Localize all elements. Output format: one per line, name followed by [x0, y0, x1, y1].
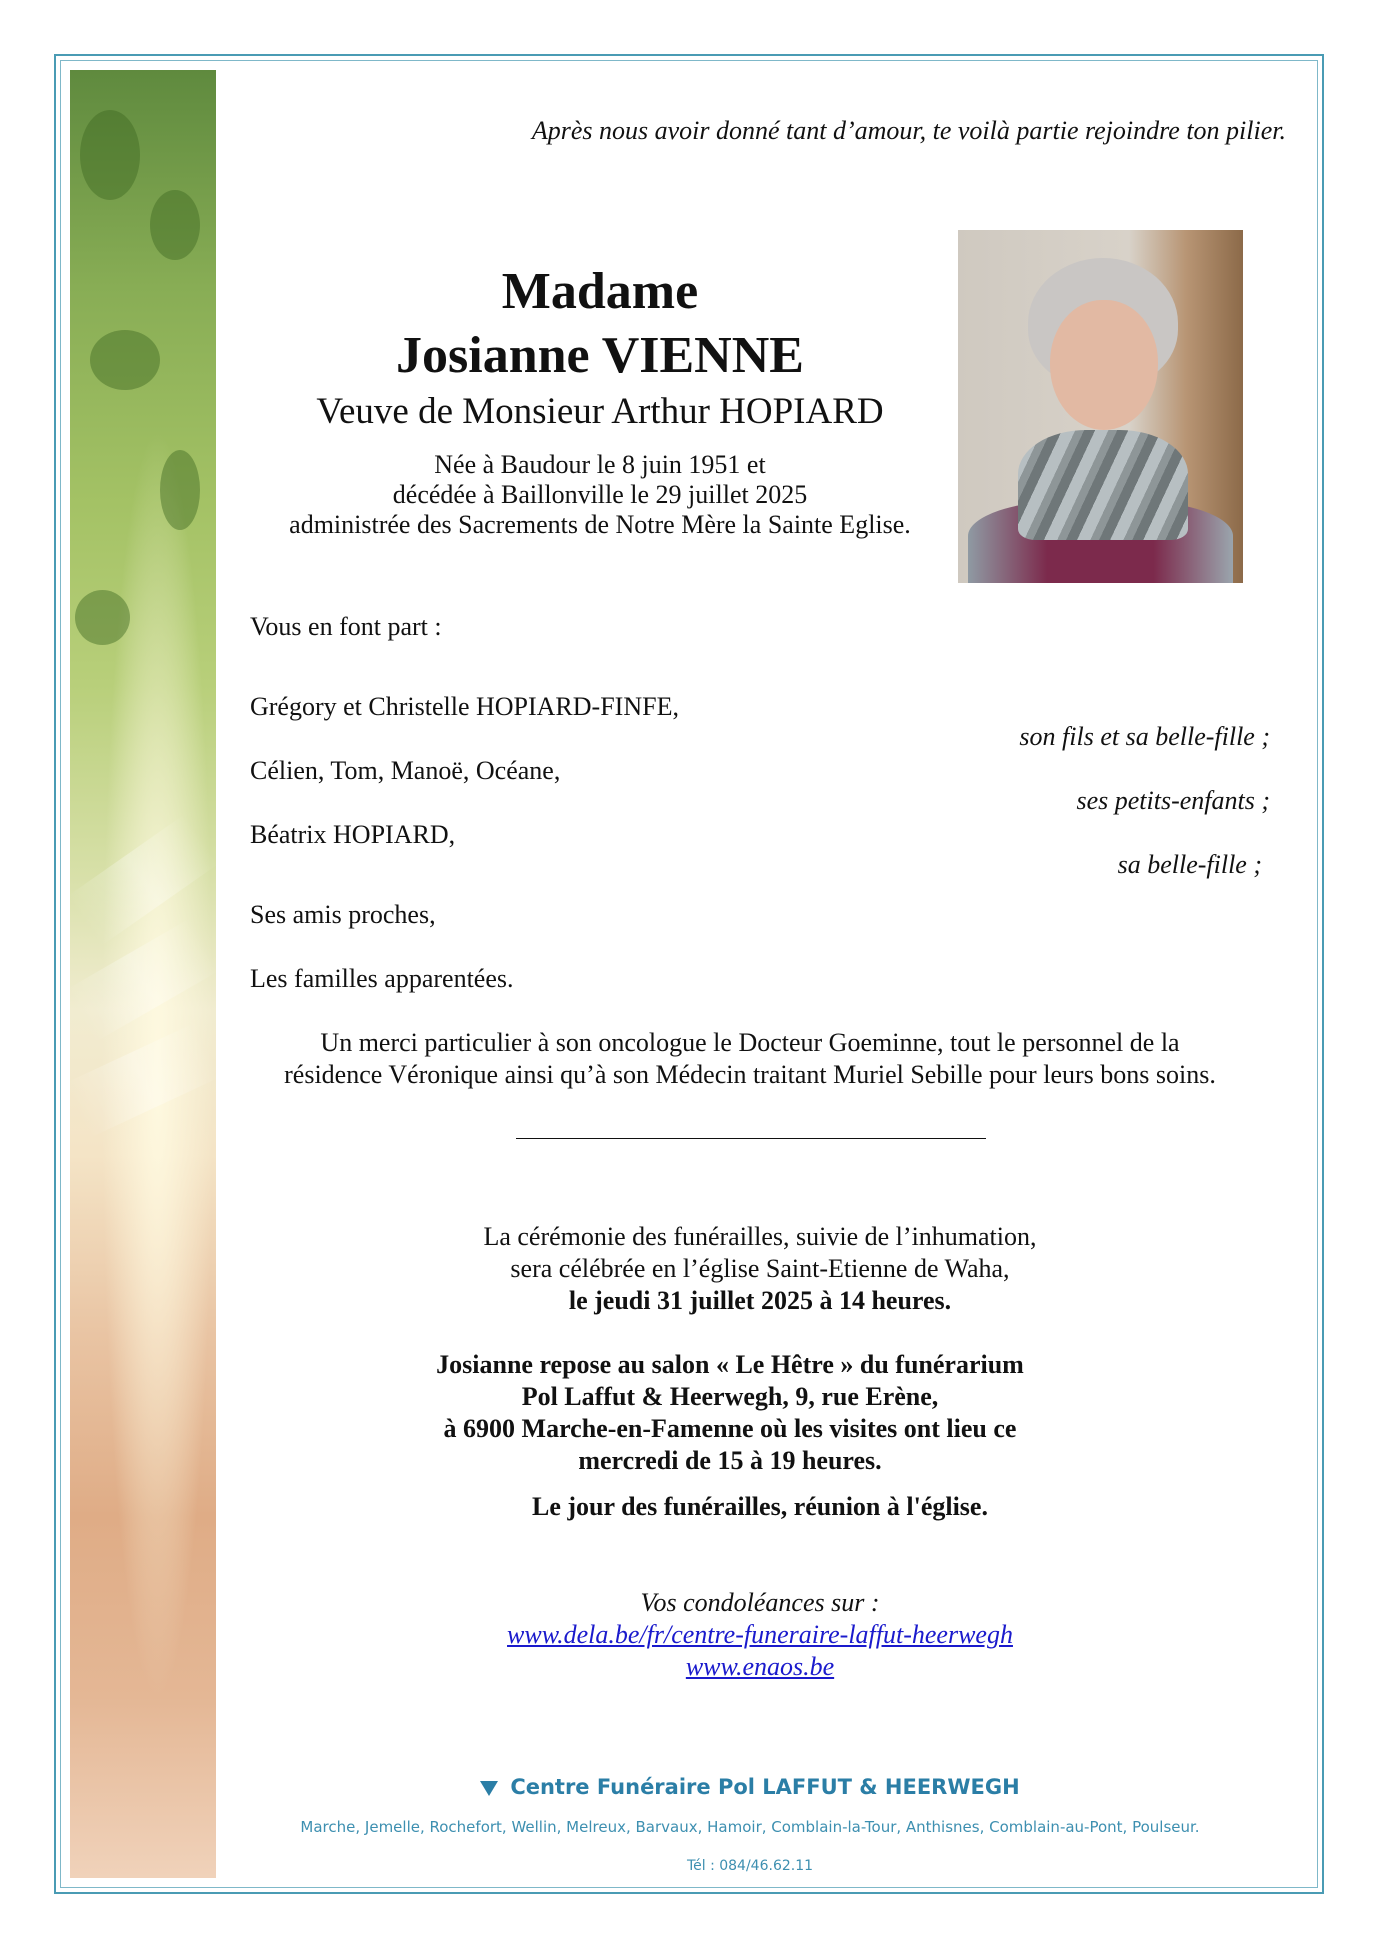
visitation-line-3: à 6900 Marche-en-Famenne où les visites ont lieu ce: [443, 1414, 1017, 1443]
condolences-link-dela[interactable]: [380, 1620, 1140, 1650]
visitation-line-4: mercredi de 15 à 19 heures.: [578, 1446, 882, 1475]
portrait-photo: [958, 230, 1243, 583]
ceremony-line-2: sera célébrée en l’église Saint-Etienne de Waha,: [510, 1254, 1010, 1283]
forest-path-image: [70, 70, 216, 1878]
widow-line: Veuve de Monsieur Arthur HOPIARD: [316, 391, 884, 432]
family-names-3: Béatrix HOPIARD,: [250, 820, 456, 849]
family-names-1: Grégory et Christelle HOPIARD-FINFE,: [250, 692, 679, 721]
epigraph: Après nous avoir donné tant d’amour, te voilà partie rejoindre ton pilier.: [531, 116, 1286, 145]
thanks-line-2: résidence Véronique ainsi qu’à son Médecin traitant Muriel Sebille pour leurs bons soins.: [284, 1060, 1216, 1089]
visitation-line-2: Pol Laffut & Heerwegh, 9, rue Erène,: [521, 1382, 939, 1411]
meeting-line: Le jour des funérailles, réunion à l'église.: [532, 1492, 988, 1521]
birth-line: Née à Baudour le 8 juin 1951 et: [434, 450, 766, 479]
ceremony-line-1: La cérémonie des funérailles, suivie de l’inhumation,: [483, 1222, 1037, 1251]
thanks-line-1: Un merci particulier à son oncologue le Docteur Goeminne, tout le personnel de la: [320, 1028, 1180, 1057]
footer-company-name: Centre Funéraire Pol LAFFUT & HEERWEGH: [510, 1775, 1020, 1799]
family-relation-2: ses petits-enfants ;: [1076, 786, 1270, 815]
footer-places: Marche, Jemelle, Rochefort, Wellin, Melreux, Barvaux, Hamoir, Comblain-la-Tour, Anthisnes, Comblain-au-Pont, Poulseur.: [300, 1818, 1200, 1836]
family-relation-1: son fils et sa belle-fille ;: [1019, 722, 1270, 751]
sacraments-line: administrée des Sacrements de Notre Mère la Sainte Eglise.: [289, 510, 911, 539]
honorific: Madame: [501, 263, 699, 320]
announce-intro: Vous en font part :: [250, 612, 442, 641]
family-names-2: Célien, Tom, Manoë, Océane,: [250, 756, 561, 785]
relatives-line: Les familles apparentées.: [250, 964, 514, 993]
dela-link[interactable]: www.dela.be/fr/centre-funeraire-laffut-heerwegh: [507, 1620, 1013, 1649]
family-relation-3: sa belle-fille ;: [1117, 850, 1262, 879]
visitation-line-1: Josianne repose au salon « Le Hêtre » du funérarium: [436, 1350, 1024, 1379]
enaos-link[interactable]: www.enaos.be: [685, 1652, 835, 1681]
condolences-label: Vos condoléances sur :: [640, 1588, 880, 1617]
separator-rule: [516, 1138, 986, 1139]
footer-company: [220, 1775, 1280, 1799]
ceremony-date: le jeudi 31 juillet 2025 à 14 heures.: [568, 1286, 952, 1315]
condolences-link-enaos[interactable]: [380, 1652, 1140, 1682]
triangle-down-icon: [480, 1781, 498, 1796]
death-line: décédée à Baillonville le 29 juillet 2025: [392, 480, 808, 509]
footer-phone: Tél : 084/46.62.11: [686, 1858, 814, 1874]
friends-line: Ses amis proches,: [250, 900, 436, 929]
deceased-name: Josianne VIENNE: [396, 327, 804, 384]
